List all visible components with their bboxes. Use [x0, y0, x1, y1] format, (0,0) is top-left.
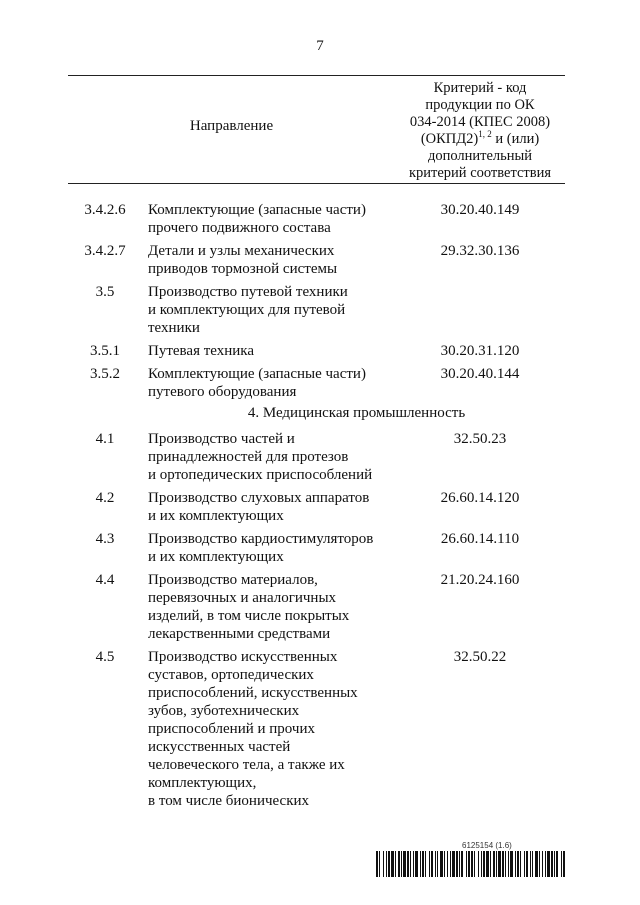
row-number: 4.5	[95, 649, 115, 665]
row-number: 3.5.2	[90, 366, 120, 382]
header-criterion	[395, 80, 565, 182]
okpd2-label: (ОКПД2)	[420, 131, 479, 147]
row-direction: Производство кардиостимуляторов и их комплектующих	[148, 531, 374, 565]
row-number: 3.5	[95, 284, 115, 300]
row-number: 4.2	[95, 490, 115, 506]
row-number: 3.4.2.7	[84, 243, 126, 259]
header-criterion-line: дополнительный	[427, 148, 533, 164]
footnote-ref: 1, 2	[478, 129, 492, 140]
section-heading: 4. Медицинская промышленность	[247, 405, 466, 421]
row-code: 32.50.22	[453, 649, 507, 665]
row-number: 3.5.1	[90, 343, 120, 359]
row-direction: Путевая техника	[148, 343, 255, 359]
row-code: 30.20.31.120	[440, 343, 520, 359]
row-code: 30.20.40.144	[440, 366, 520, 382]
row-code: 26.60.14.120	[440, 490, 520, 506]
row-code: 29.32.30.136	[440, 243, 520, 259]
header-criterion-line: продукции по ОК	[425, 97, 535, 113]
row-number: 4.3	[95, 531, 115, 547]
header-direction: Направление	[189, 118, 274, 134]
row-direction: Детали и узлы механических приводов тормозной системы	[148, 243, 338, 277]
page-number: 7	[316, 38, 324, 54]
barcode	[376, 851, 565, 877]
row-direction: Производство искусственных суставов, ортопедических приспособлений, искусственных зубов, зуботехнических приспособлений и прочих искусственных частей человеческого тела, а также их комплектующих, в том числе бионических	[148, 649, 358, 809]
row-code: 30.20.40.149	[440, 202, 520, 218]
row-code: 26.60.14.110	[440, 531, 520, 547]
row-direction: Производство путевой техники и комплектующих для путевой техники	[148, 284, 348, 336]
row-direction: Производство материалов, перевязочных и аналогичных изделий, в том числе покрытых лекарственными средствами	[148, 572, 350, 642]
header-criterion-line: 034-2014 (КПЕС 2008)	[409, 114, 551, 130]
row-code: 21.20.24.160	[440, 572, 520, 588]
document-code: 6125154 (1.6)	[462, 841, 512, 850]
row-number: 3.4.2.6	[84, 202, 126, 218]
header-criterion-line: Критерий - код	[433, 80, 527, 96]
header-bottom-rule	[68, 183, 565, 184]
row-number: 4.1	[95, 431, 115, 447]
row-number: 4.4	[95, 572, 115, 588]
and-or-label: и (или)	[491, 131, 540, 147]
row-code: 32.50.23	[453, 431, 507, 447]
header-criterion-line	[395, 131, 565, 148]
row-direction: Комплектующие (запасные части) прочего подвижного состава	[148, 202, 366, 236]
row-direction: Производство частей и принадлежностей для протезов и ортопедических приспособлений	[148, 431, 373, 483]
header-criterion-line: критерий соответствия	[408, 165, 552, 181]
table-top-rule	[68, 75, 565, 76]
row-direction: Комплектующие (запасные части) путевого оборудования	[148, 366, 366, 400]
row-direction: Производство слуховых аппаратов и их комплектующих	[148, 490, 370, 524]
